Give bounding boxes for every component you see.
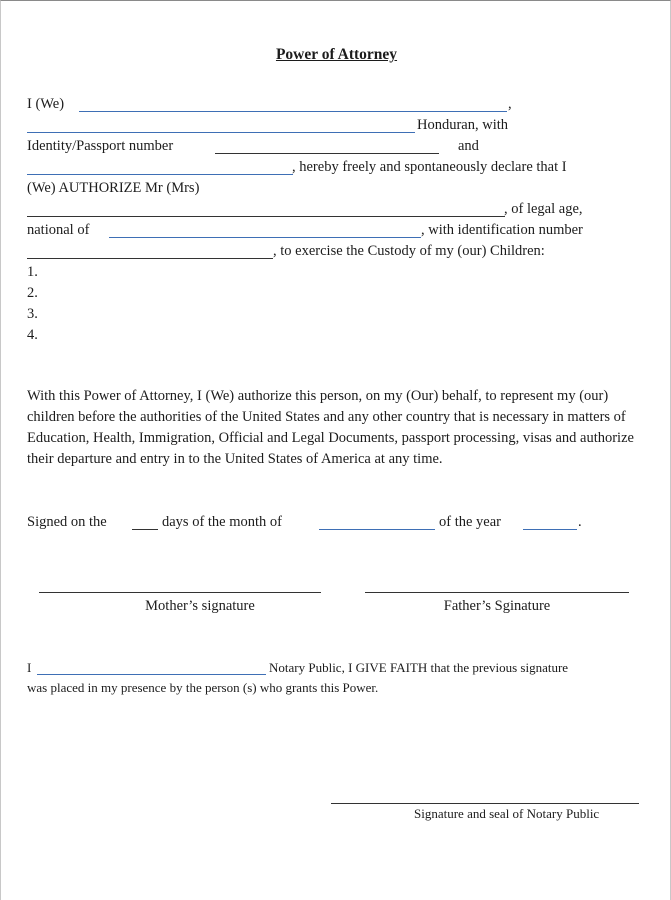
day-blank[interactable] xyxy=(132,529,158,530)
and-text: and xyxy=(458,138,479,154)
month-blank[interactable] xyxy=(319,529,435,530)
year-blank[interactable] xyxy=(523,529,577,530)
notary-faith-text: Notary Public, I GIVE FAITH that the previous signature xyxy=(269,660,569,675)
notary-presence-text: was placed in my presence by the person (s) who grants this Power. xyxy=(27,680,379,695)
mother-signature-label: Mother’s signature xyxy=(145,598,255,614)
grantor-name-blank-2[interactable] xyxy=(27,132,415,133)
authorize-text: (We) AUTHORIZE Mr (Mrs) xyxy=(27,180,200,196)
notary-name-blank[interactable] xyxy=(37,674,266,675)
mother-signature-line[interactable] xyxy=(39,592,321,593)
child-item-3: 3. xyxy=(27,306,38,322)
notary-signature-line[interactable] xyxy=(331,803,639,804)
attorney-name-blank[interactable] xyxy=(27,216,505,217)
notary-seal-label: Signature and seal of Notary Public xyxy=(414,806,600,821)
notary-lead: I xyxy=(27,660,32,675)
legal-age-text: , of legal age, xyxy=(504,201,583,217)
identification-number-blank[interactable] xyxy=(27,258,273,259)
signed-period: . xyxy=(578,514,582,530)
document-title: Power of Attorney xyxy=(275,46,398,63)
father-signature-line[interactable] xyxy=(365,592,629,593)
nationality-blank[interactable] xyxy=(109,237,421,238)
child-item-1: 1. xyxy=(27,264,38,280)
declaration-text: , hereby freely and spontaneously declare that I xyxy=(292,159,567,175)
signed-on-label: Signed on the xyxy=(27,514,107,530)
father-signature-label: Father’s Sginature xyxy=(443,598,551,614)
grantor-name-blank[interactable] xyxy=(79,111,507,112)
of-the-year-text: of the year xyxy=(439,514,501,530)
passport-number-blank-2[interactable] xyxy=(27,174,293,175)
passport-label: Identity/Passport number xyxy=(27,138,174,154)
authorization-paragraph: With this Power of Attorney, I (We) authorize this person, on my (Our) behalf, to represent my (our) children before the authorities of the United States and any other country that is necessary in matters of Education, Health, Immigration, Official and Legal Documents, passport processing, visas and authorize their departure and entry in to the United States of America at any time. xyxy=(27,388,634,467)
national-of-label: national of xyxy=(27,222,90,238)
passport-number-blank[interactable] xyxy=(215,153,439,154)
nationality-text: Honduran, with xyxy=(417,117,509,133)
days-of-month-text: days of the month of xyxy=(162,514,283,530)
grantor-label: I (We) xyxy=(27,96,65,112)
child-item-4: 4. xyxy=(27,327,38,343)
child-item-2: 2. xyxy=(27,285,38,301)
identification-text: , with identification number xyxy=(421,222,583,238)
custody-text: , to exercise the Custody of my (our) Children: xyxy=(273,243,545,259)
grantor-comma: , xyxy=(508,96,512,112)
